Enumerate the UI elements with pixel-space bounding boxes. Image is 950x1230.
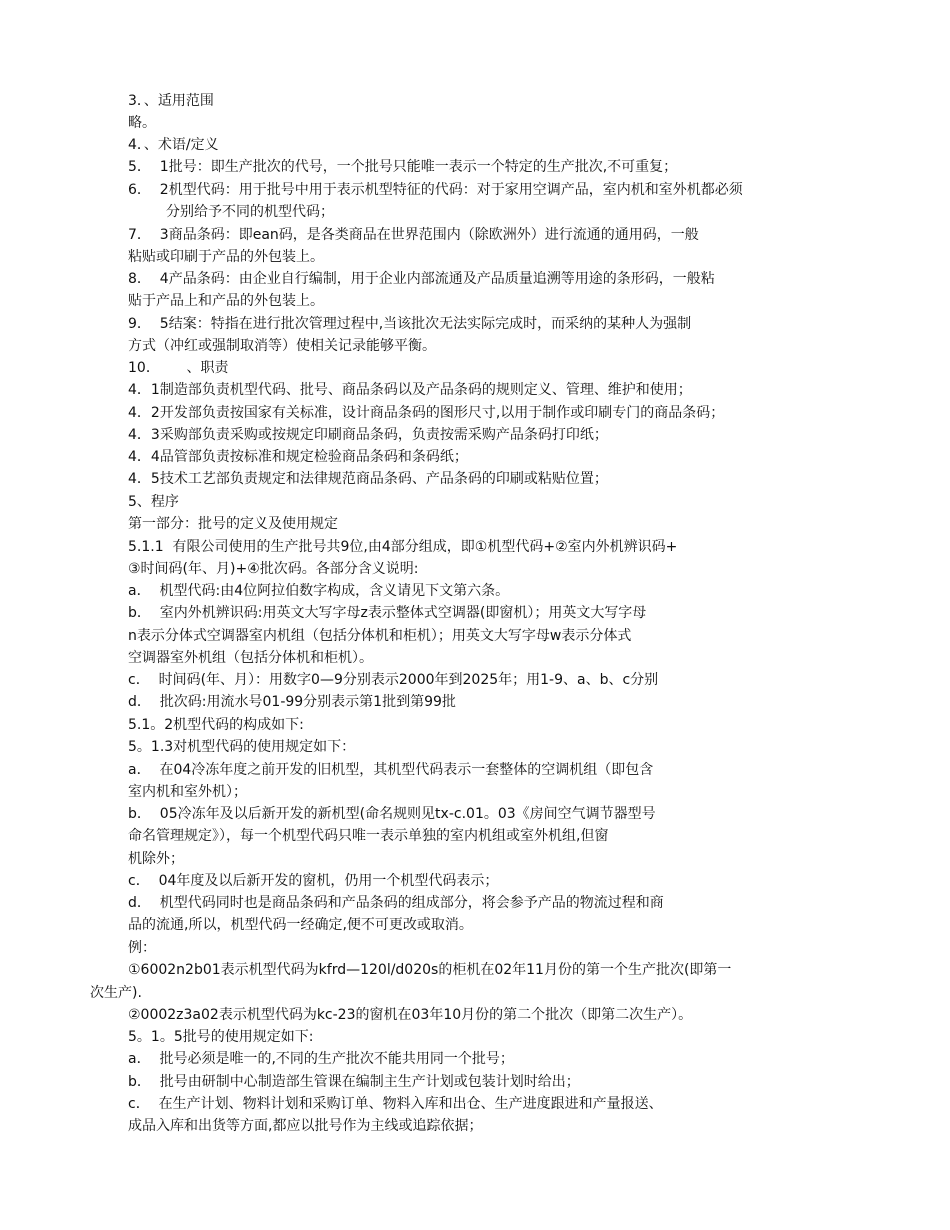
- text-line: 4．1制造部负责机型代码、批号、商品条码以及产品条码的规则定义、管理、维护和使用；: [128, 382, 692, 398]
- text-line: b． 批号由研制中心制造部生管课在编制主生产计划或包装计划时给出；: [128, 1074, 580, 1090]
- text-line: 机除外；: [128, 851, 184, 867]
- text-line: 5.1。2机型代码的构成如下:: [128, 717, 304, 733]
- text-line: b． 室内外机辨识码:用英文大写字母z表示整体式空调器(即窗机）；用英文大写字母: [128, 605, 647, 621]
- text-line: 品的流通,所以，机型代码一经确定,便不可更改或取消。: [128, 917, 473, 933]
- text-line: 命名管理规定》），每一个机型代码只唯一表示单独的室内机组或室外机组,但窗: [128, 828, 609, 844]
- text-line: a． 批号必须是唯一的,不同的生产批次不能共用同一个批号；: [128, 1051, 514, 1067]
- text-line: ①6002n2b01表示机型代码为kfrd—120l/d020s的柜机在02年11月份的第一个生产批次(即第一: [128, 962, 732, 978]
- text-line: c． 时间码(年、月）：用数字0—9分别表示2000年到2025年；用1-9、a、b、c分别: [128, 672, 659, 688]
- text-line: 6． 2机型代码：用于批号中用于表示机型特征的代码：对于家用空调产品，室内机和室外机都必须: [128, 182, 743, 198]
- text-line: 4．5技术工艺部负责规定和法律规范商品条码、产品条码的印刷或粘贴位置；: [128, 471, 608, 487]
- text-line: ③时间码(年、月)+④批次码。各部分含义说明:: [128, 561, 419, 577]
- text-line: 次生产).: [90, 985, 142, 1001]
- text-line: 方式（冲红或强制取消等）使相关记录能够平衡。: [128, 338, 436, 354]
- text-line: 5。1。5批号的使用规定如下:: [128, 1029, 314, 1045]
- text-line: 分别给予不同的机型代码；: [166, 204, 334, 220]
- text-line: 4．3采购部负责采购或按规定印刷商品条码，负责按需采购产品条码打印纸；: [128, 427, 608, 443]
- text-line: 贴于产品上和产品的外包装上。: [128, 293, 324, 309]
- text-line: n表示分体式空调器室内机组（包括分体机和柜机）；用英文大写字母w表示分体式: [128, 628, 632, 644]
- text-line: 9． 5结案：特指在进行批次管理过程中,当该批次无法实际完成时，而采纳的某种人为强制: [128, 316, 692, 332]
- text-line: c． 在生产计划、物料计划和采购订单、物料入库和出仓、生产进度跟进和产量报送、: [128, 1096, 663, 1112]
- text-line: 4．、术语/定义: [128, 137, 219, 153]
- text-line: 室内机和室外机）；: [128, 784, 247, 800]
- text-line: 例：: [128, 940, 156, 956]
- text-line: 5。1.3对机型代码的使用规定如下：: [128, 739, 356, 755]
- text-line: 第一部分：批号的定义及使用规定: [128, 516, 338, 532]
- text-line: 略。: [128, 115, 156, 131]
- text-line: ②0002z3a02表示机型代码为kc-23的窗机在03年10月份的第二个批次（即第二次生产）。: [128, 1007, 693, 1023]
- text-line: d． 批次码:用流水号01-99分别表示第1批到第99批: [128, 694, 456, 710]
- text-line: 5． 1批号：即生产批次的代号，一个批号只能唯一表示一个特定的生产批次,不可重复；: [128, 159, 678, 175]
- text-line: a． 在04冷冻年度之前开发的旧机型，其机型代码表示一套整体的空调机组（即包含: [128, 762, 654, 778]
- text-line: c． 04年度及以后新开发的窗机，仍用一个机型代码表示；: [128, 873, 499, 889]
- text-line: a． 机型代码:由4位阿拉伯数字构成，含义请见下文第六条。: [128, 583, 510, 599]
- text-line: 成品入库和出货等方面,都应以批号作为主线或追踪依据；: [128, 1118, 483, 1134]
- text-line: 空调器室外机组（包括分体机和柜机）。: [128, 650, 373, 666]
- text-line: 5、程序: [128, 494, 179, 510]
- text-line: 8． 4产品条码：由企业自行编制，用于企业内部流通及产品质量追溯等用途的条形码，一般粘: [128, 271, 715, 287]
- text-line: d． 机型代码同时也是商品条码和产品条码的组成部分，将会参予产品的物流过程和商: [128, 895, 664, 911]
- text-line: 4．2开发部负责按国家有关标准，设计商品条码的图形尺寸,以用于制作或印刷专门的商品条码；: [128, 405, 725, 421]
- text-line: 5.1.1 有限公司使用的生产批号共9位,由4部分组成，即①机型代码+②室内外机辨识码+: [128, 539, 678, 555]
- text-line: 10． 、职责: [128, 360, 229, 376]
- text-line: b． 05冷冻年及以后新开发的新机型(命名规则见tx-c.01。03《房间空气调节器型号: [128, 806, 656, 822]
- text-line: 7． 3商品条码：即ean码，是各类商品在世界范围内（除欧洲外）进行流通的通用码，一般: [128, 227, 699, 243]
- text-line: 3．、适用范围: [128, 93, 214, 109]
- text-line: 粘贴或印刷于产品的外包装上。: [128, 249, 324, 265]
- text-line: 4．4品管部负责按标准和规定检验商品条码和条码纸；: [128, 449, 468, 465]
